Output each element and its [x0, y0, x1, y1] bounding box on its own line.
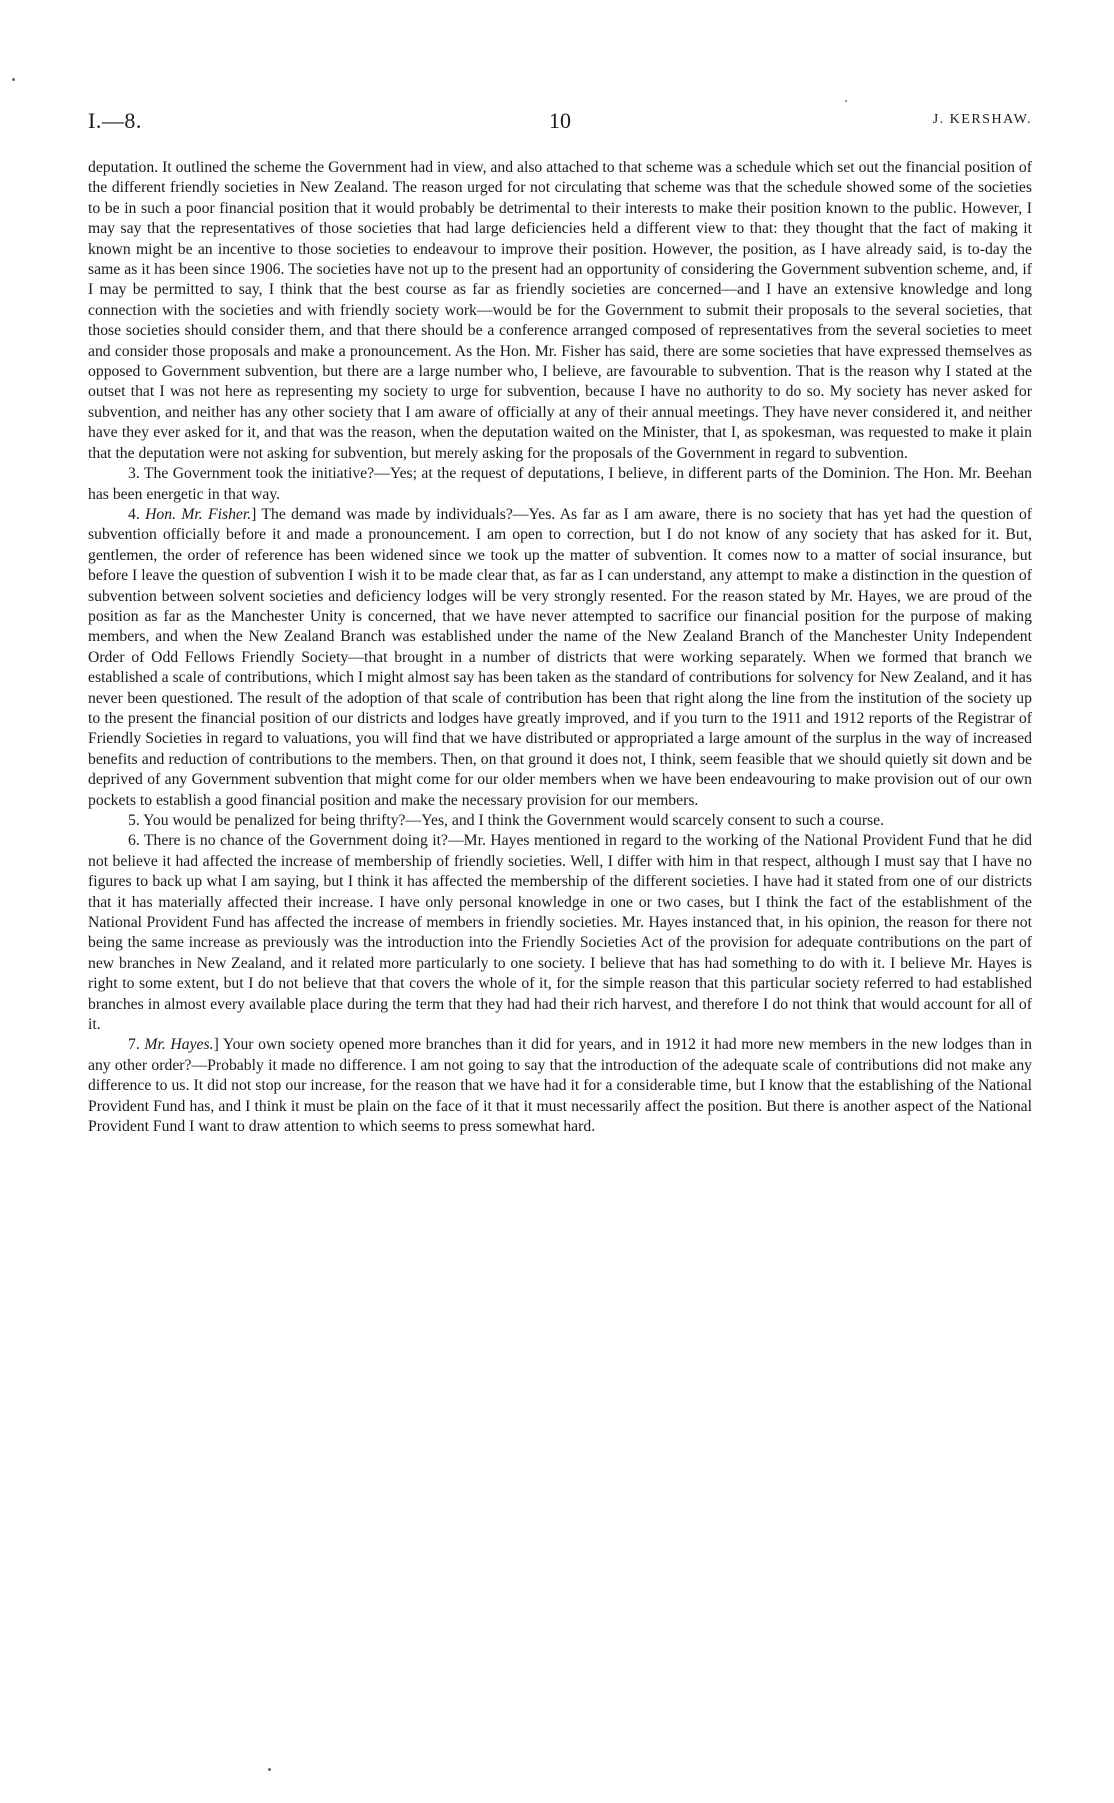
- answer-text: Yes. As far as I am aware, there is no society that has yet had the question of subvention officially before it and made a pronouncement. I am open to correction, but I do not know of any society that has asked for it. But, gentlemen, the order of reference has been widened since we took up the matter of subvention. It comes now to a matter of social insurance, but before I leave the question of subvention I wish it to be made clear that, as far as I can understand, any attempt to make a distinction in the question of subvention between solvent societies and deficiency lodges will be very strongly resented. For the reason stated by Mr. Hayes, we are proud of the position as far as the Manchester Unity is concerned, that we have never attempted to sacrifice our financial position for the purpose of making members, and when the New Zealand Branch was established under the name of the New Zealand Branch of the Manchester Unity Independent Order of Odd Fellows Friendly Society—that brought in a number of districts that were working separately. When we formed that branch we established a scale of contributions, which I might almost say has been taken as the standard of contributions for solvency for New Zealand, and it has never been questioned. The result of the adoption of that scale of contribution has been that right along the line from the institution of the society up to the present the financial position of our districts and lodges have greatly improved, and if you turn to the 1911 and 1912 reports of the Registrar of Friendly Societies in regard to valuations, you will find that we have distributed or appropriated a large amount of the surplus in the way of increased benefits and reduction of contributions to the members. Then, on that ground it does not, I think, seem feasible that we should quietly sit down and be deprived of any Government subvention that might come for our older members when we have been endeavouring to make provision out of our own pockets to establish a good financial position and make the necessary provision for our members.: [88, 505, 1033, 809]
- document-page: [88, 0, 1032, 1803]
- answer-text: Yes, and I think the Government would scarcely consent to such a course.: [421, 812, 885, 829]
- question-text: ] The demand was made by individuals?—: [251, 505, 529, 523]
- paragraph-5: [88, 811, 1032, 831]
- question-text: 3. The Government took the initiative?—: [128, 465, 390, 483]
- question-number: 4.: [128, 505, 140, 523]
- body-text: [88, 158, 1032, 1138]
- answer-text: Probably it made no difference. I am not going to say that the introduction of the adequate scale of contributions did not make any difference to us. It did not stop our increase, for the reason that we have had it for a considerable time, but I know that the establishing of the National Provident Fund has, and I think it must be plain on the face of it that it must necessarily affect the position. But there is another aspect of the National Provident Fund I want to draw attention to which seems to press somewhat hard.: [88, 1056, 1033, 1136]
- speaker-name: Hon. Mr. Fisher.: [145, 505, 252, 523]
- question-text: 5. You would be penalized for being thrifty?—: [128, 812, 422, 829]
- parliamentary-paper-reference: I.—8.: [88, 108, 142, 133]
- page-header: [88, 108, 1032, 138]
- paragraph-6: [88, 831, 1032, 1035]
- paragraph-3: [88, 464, 1032, 505]
- question-text: 6. There is no chance of the Government doing it?—: [128, 832, 464, 850]
- question-text: ] Your own society opened more branches than it did for years, and in 1912 it had more new members in the new lodges than in any other order?—: [88, 1036, 1033, 1074]
- scan-speck: [845, 100, 847, 102]
- scan-speck: [268, 1768, 271, 1771]
- page-number: 10: [549, 108, 571, 133]
- scan-speck: [12, 78, 15, 81]
- paragraph-1: [88, 158, 1032, 464]
- paragraph-text: deputation. It outlined the scheme the Government had in view, and also attached to that scheme was a schedule which set out the financial position of the different friendly societies in New Zealand. The reason urged for not circulating that scheme was that the schedule showed some of the societies to be in such a poor financial position that it would probably be detrimental to their interests to make their position known to the public. However, I may say that the representatives of those societies that had large deficiencies held a different view to that: they thought that the fact of making it known might be an incentive to those societies to endeavour to improve their position. However, the position, as I have already said, is to-day the same as it has been since 1906. The societies have not up to the present had an opportunity of considering the Government subvention scheme, and, if I may be permitted to say, I think that the best course as far as friendly societies are concerned—and I have an extensive knowledge and long connection with the societies and with friendly society work—would be for the Government to submit their proposals to the several societies, that those societies should consider them, and that there should be a conference arranged composed of representatives from the several societies to meet and consider those proposals and make a pronouncement. As the Hon. Mr. Fisher has said, there are some societies that have expressed themselves as opposed to Government subvention, but there are a large number who, I believe, are favourable to subvention. That is the reason why I stated at the outset that I was not here as representing my society to urge for subvention, because I have no authority to do so. My society has never asked for subvention, and neither has any other society that I am aware of officially at any of their annual meetings. They have never considered it, and neither have they ever asked for it, and that was the reason, when the deputation waited on the Minister, that I, as spokesman, was requested to make it plain that the deputation were not asking for subvention, but merely asking for the proposals of the Government in regard to subvention.: [88, 159, 1032, 462]
- speaker-name: Mr. Hayes.: [144, 1036, 214, 1054]
- paragraph-7: [88, 1035, 1032, 1137]
- answer-text: Yes; at the request of deputations, I believe, in different parts of the Dominion. The Hon. Mr. Beehan has been energetic in that way.: [88, 465, 1032, 503]
- paragraph-4: [88, 505, 1032, 811]
- answer-text: Mr. Hayes mentioned in regard to the working of the National Provident Fund that he did not believe it had affected the increase of membership of friendly societies. Well, I differ with him in that respect, although I must say that I have no figures to back up what I am saying, but I think it has affected the membership of the different societies. I have had it stated from one of our districts that it has materially affected their increase. I have only personal knowledge in one or two cases, but I think the fact of the establishment of the National Provident Fund has affected the increase of members in friendly societies. Mr. Hayes instanced that, in his opinion, the reason for there not being the same increase as previously was the introduction into the Friendly Societies Act of the provision for adequate contributions on the part of new branches in New Zealand, and it related more particularly to one society. I believe that has had something to do with it. I believe Mr. Hayes is right to some extent, but I do not believe that that covers the whole of it, for the simple reason that this particular society referred to had established branches in almost every available place during the term that they had had their rich harvest, and therefore I do not think that would account for all of it.: [88, 832, 1032, 1034]
- question-number: 7.: [128, 1036, 140, 1054]
- witness-name: J. KERSHAW.: [932, 112, 1032, 127]
